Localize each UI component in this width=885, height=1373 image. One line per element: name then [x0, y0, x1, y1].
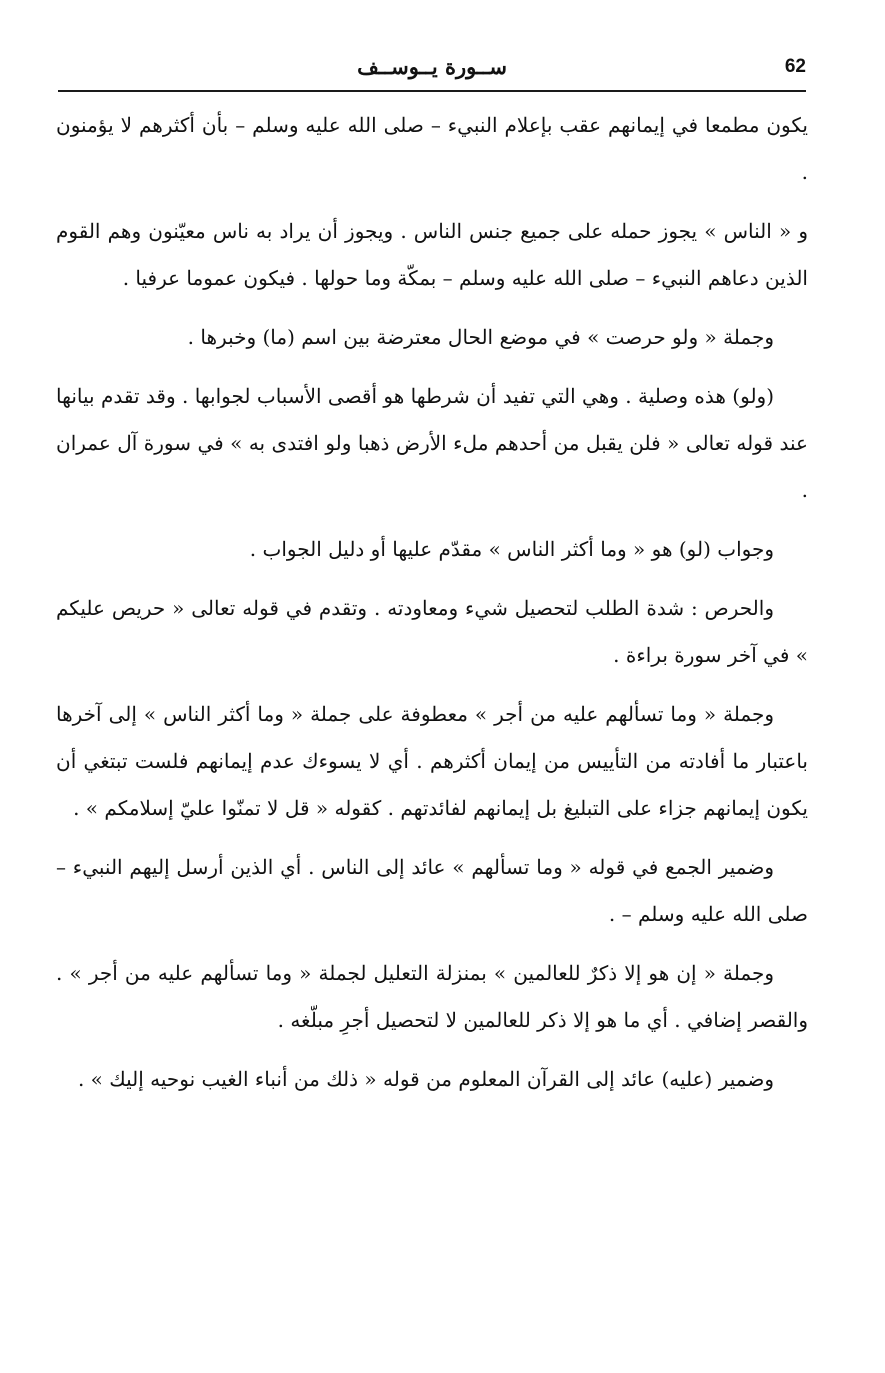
page-header: [58, 54, 806, 92]
paragraph: (ولو) هذه وصلية . وهي التي تفيد أن شرطها هو أقصى الأسباب لجوابها . وقد تقدم بيانها عند قوله تعالى « فلن يقبل من أحدهم ملء الأرض ذهبا ولو افتدى به » في سورة آل عمران .: [56, 384, 808, 502]
paragraph: وجواب (لو) هو « وما أكثر الناس » مقدّم عليها أو دليل الجواب .: [249, 537, 774, 561]
paragraph: والحرص : شدة الطلب لتحصيل شيء ومعاودته . وتقدم في قوله تعالى « حريص عليكم » في آخر سورة براءة .: [56, 596, 808, 667]
surah-title: ســورة يــوســف: [357, 54, 507, 79]
paragraph: يكون مطمعا في إيمانهم عقب بإعلام النبيء – صلى الله عليه وسلم – بأن أكثرهم لا يؤمنون .: [56, 113, 808, 184]
paragraph: وجملة « ولو حرصت » في موضع الحال معترضة بين اسم (ما) وخبرها .: [187, 325, 774, 349]
paragraph: وضمير (عليه) عائد إلى القرآن المعلوم من قوله « ذلك من أنباء الغيب نوحيه إليك » .: [77, 1067, 774, 1091]
paragraph: وجملة « وما تسألهم عليه من أجر » معطوفة على جملة « وما أكثر الناس » إلى آخرها باعتبار ما أفادته من التأييس من إيمان أكثرهم . أي لا يسوءك عدم إيمانهم فلست تبتغي أن يكون إيمانهم جزاء على التبليغ بل إيمانهم لفائدتهم . كقوله « قل لا تمنّوا عليّ إسلامكم » .: [56, 702, 808, 820]
page-body: [56, 102, 808, 1115]
paragraph: و « الناس » يجوز حمله على جميع جنس الناس . ويجوز أن يراد به ناس معيّنون وهم القوم الذين دعاهم النبيء – صلى الله عليه وسلم – بمكّة وما حولها . فيكون عموما عرفيا .: [56, 219, 808, 290]
paragraph: وضمير الجمع في قوله « وما تسألهم » عائد إلى الناس . أي الذين أرسل إليهم النبيء – صلى الله عليه وسلم – .: [56, 855, 808, 926]
page-number: 62: [784, 56, 806, 77]
paragraph: وجملة « إن هو إلا ذكرٌ للعالمين » بمنزلة التعليل لجملة « وما تسألهم عليه من أجر » . والقصر إضافي . أي ما هو إلا ذكر للعالمين لا لتحصيل أجرِ مبلّغه .: [56, 961, 808, 1032]
